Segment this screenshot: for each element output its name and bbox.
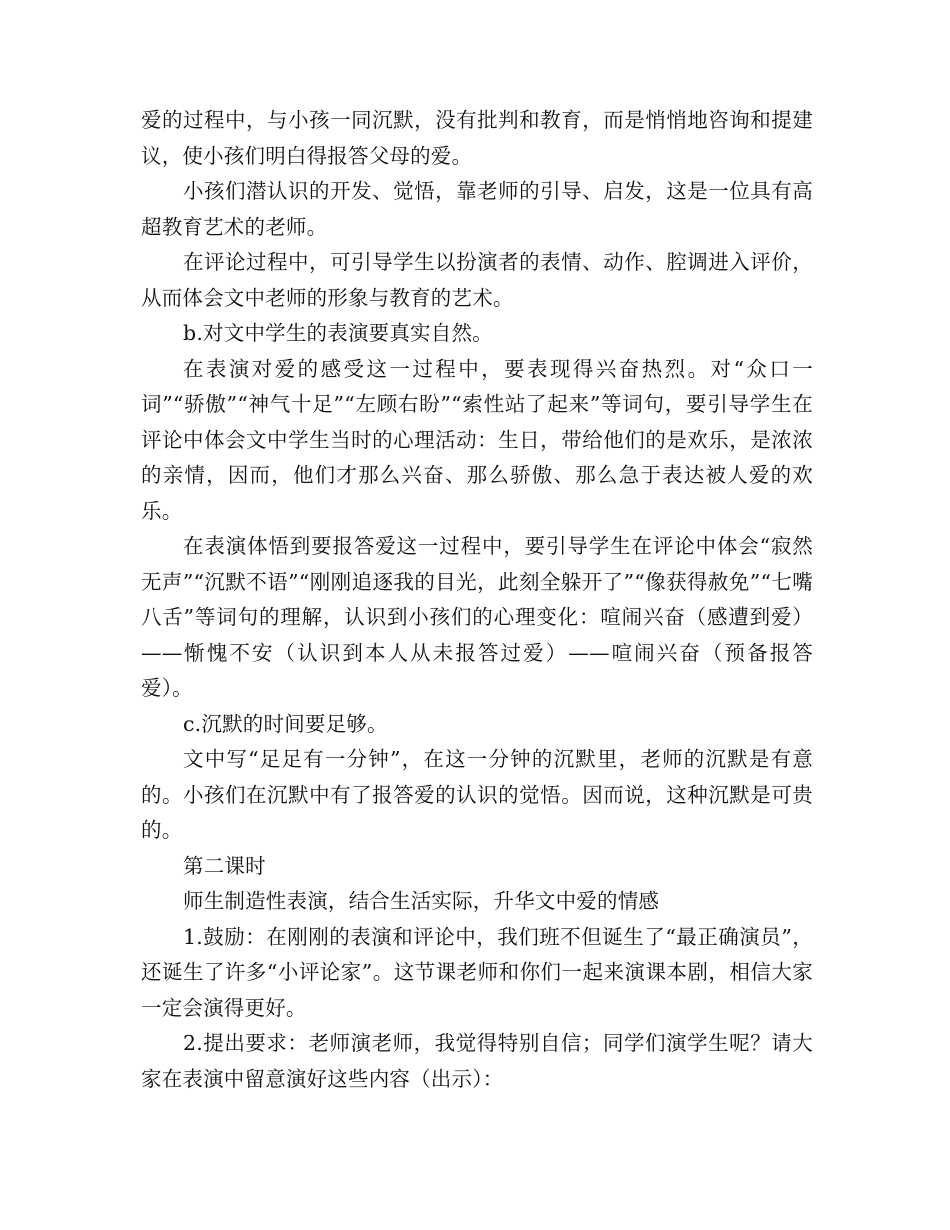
paragraph: 1.鼓励：在刚刚的表演和评论中，我们班不但诞生了“最正确演员”，还诞生了许多“小评论家”。这节课老师和你们一起来演课本剧，相信大家一定会演得更好。 xyxy=(141,924,813,1020)
paragraph: b.对文中学生的表演要真实自然。 xyxy=(183,321,493,345)
paragraph: 爱的过程中，与小孩一同沉默，没有批判和教育，而是悄悄地咨询和提建议，使小孩们明白得报答父母的爱。 xyxy=(141,108,813,168)
paragraph: 在表演对爱的感受这一过程中，要表现得兴奋热烈。对“众口一词”“骄傲”“神气十足”“左顾右盼”“索性站了起来”等词句，要引导学生在评论中体会文中学生当时的心理活动：生日，带给他们的是欢乐，是浓浓的亲情，因而，他们才那么兴奋、那么骄傲、那么急于表达被人爱的欢乐。 xyxy=(141,356,813,523)
paragraph: 2.提出要求：老师演老师，我觉得特别自信；同学们演学生呢？请大家在表演中留意演好这些内容（出示）： xyxy=(141,1031,813,1091)
paragraph: 在评论过程中，可引导学生以扮演者的表情、动作、腔调进入评价，从而体会文中老师的形象与教育的艺术。 xyxy=(141,250,813,310)
paragraph: 师生制造性表演，结合生活实际，升华文中爱的情感 xyxy=(183,889,660,913)
paragraph: 小孩们潜认识的开发、觉悟，靠老师的引导、启发，这是一位具有高超教育艺术的老师。 xyxy=(141,179,813,239)
paragraph: 文中写“足足有一分钟”，在这一分钟的沉默里，老师的沉默是有意的。小孩们在沉默中有了报答爱的认识的觉悟。因而说，这种沉默是可贵的。 xyxy=(141,747,813,842)
document-body xyxy=(141,103,813,1097)
section-heading: 第二课时 xyxy=(183,853,266,878)
paragraph: 在表演体悟到要报答爱这一过程中，要引导学生在评论中体会“寂然无声”“沉默不语”“刚刚追逐我的目光，此刻全躲开了”“像获得赦免”“七嘴八舌”等词句的理解，认识到小孩们的心理变化：喧闹兴奋（感遭到爱）——惭愧不安（认识到本人从未报答过爱）——喧闹兴奋（预备报答爱）。 xyxy=(141,534,813,700)
paragraph: c.沉默的时间要足够。 xyxy=(183,711,388,736)
